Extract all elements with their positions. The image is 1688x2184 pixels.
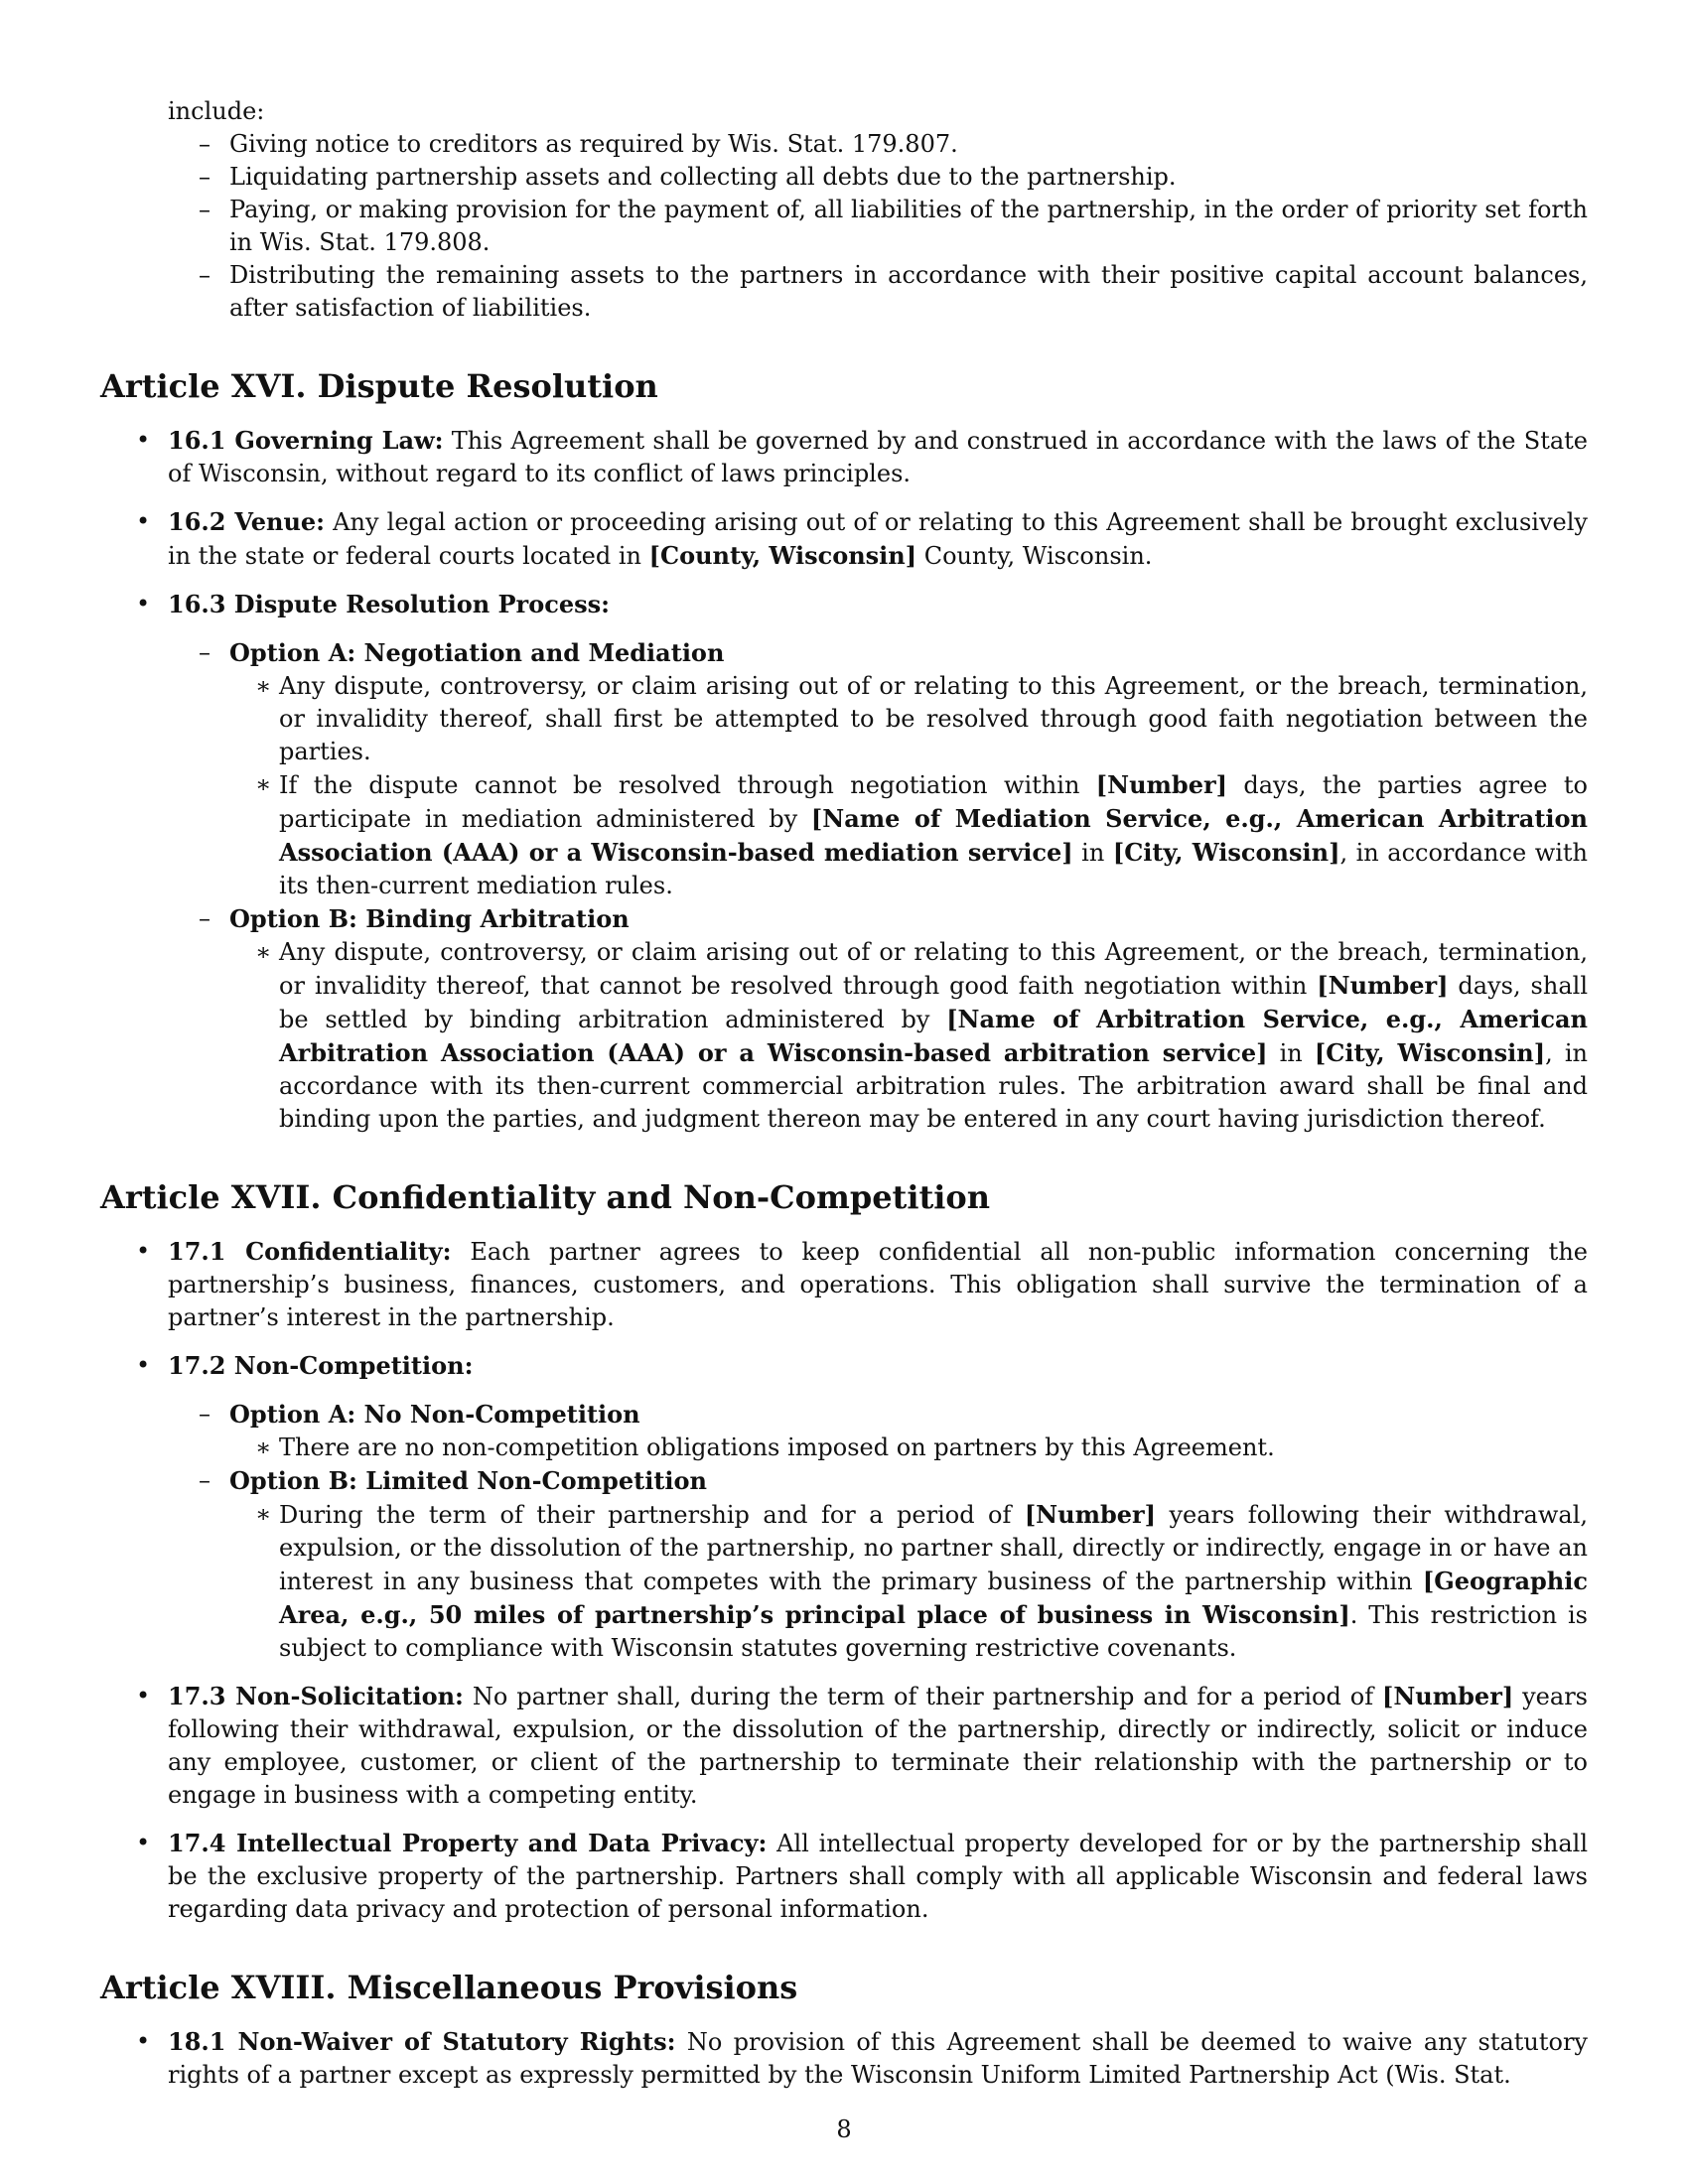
option-label: Option B: Binding Arbitration [229,904,630,933]
section-text: Each partner agrees to keep confidential all non-public information concerning the partnership’s business, finances, customers, and operations. This obligation shall survive the termination of a partner’s interest in the partnership. [168,1238,1588,1331]
list-item [229,768,1588,902]
placeholder-city: [City, Wisconsin] [1314,1038,1546,1067]
placeholder-county: [County, Wisconsin] [648,541,917,570]
section-text: No partner shall, during the term of their partnership and for a period of [463,1683,1383,1710]
winding-up-steps-list [100,128,1588,325]
page-content [100,95,1588,2107]
section-17-4 [100,1827,1588,1926]
dispute-options-list [168,636,1588,1136]
section-text: No provision of this Agreement shall be deemed to waive any statutory rights of a partner except as expressly permitted by the Wisconsin Uniform Limited Partnership Act (Wis. Stat. [168,2028,1588,2089]
text: Any dispute, controversy, or claim arising out of or relating to this Agreement, or the breach, termination, or invalidity thereof, that cannot be resolved through good faith negotiation within [279,938,1588,1000]
section-label: 17.3 Non-Solicitation: [168,1682,464,1710]
option-a-items [229,670,1588,902]
section-label: 18.1 Non-Waiver of Statutory Rights: [168,2027,676,2056]
placeholder-city: [City, Wisconsin] [1112,838,1340,867]
option-b-items [229,1498,1588,1665]
section-text: This Agreement shall be governed by and construed in accordance with the laws of the State of Wisconsin, without regard to its conflict of laws principles. [168,427,1588,487]
text: , in accordance with its then-current commercial arbitration rules. The arbitration award shall be final and binding upon the parties, and judgment thereon may be entered in any court having jurisdiction thereof. [279,1039,1589,1133]
section-17-2 [100,1349,1588,1665]
text: in [1072,839,1113,867]
placeholder-number: [Number] [1317,971,1449,1000]
placeholder-mediation-service: [Name of Mediation Service, e.g., American Arbitration Association (AAA) or a Wisconsin-based mediation service] [279,804,1588,867]
section-16-2 [100,505,1588,573]
non-competition-options-list [168,1398,1588,1665]
article-17-sections [100,1235,1588,1926]
section-text: Any legal action or proceeding arising out of or relating to this Agreement shall be brought exclusively in the state or federal courts located in [168,508,1588,570]
text: days, shall be settled by binding arbitration administered by [279,972,1588,1033]
option-label: Option A: Negotiation and Mediation [229,638,725,667]
list-item [229,936,1588,1136]
text: years following their withdrawal, expulsion, or the dissolution of the partnership, no partner shall, directly or indirectly, engage in or have an interest in any business that competes with the primary business of the partnership within [279,1501,1588,1595]
section-label: 16.1 Governing Law: [168,426,444,455]
text: , in accordance with its then-current mediation rules. [279,839,1589,899]
section-text: years following their withdrawal, expulsion, or the dissolution of the partnership, directly or indirectly, solicit or induce any employee, customer, or client of the partnership to terminate their relationship with the partnership or to engage in business with a competing entity. [168,1683,1588,1809]
article-16-heading: Article XVI. Dispute Resolution [100,367,658,405]
text: in [1267,1039,1315,1067]
option-a-items [229,1432,1588,1464]
list-item [229,1498,1588,1665]
section-label: 17.2 Non-Competition: [168,1351,474,1380]
placeholder-number: [Number] [1024,1500,1157,1529]
text: . This restriction is subject to compliance with Wisconsin statutes governing restrictive covenants. [279,1601,1588,1662]
continuation-intro: include: [168,97,265,125]
section-label: 17.1 Confidentiality: [168,1237,452,1266]
placeholder-number: [Number] [1095,770,1227,799]
option-b [168,1464,1588,1665]
list-item: – Giving notice to creditors as required by Wis. Stat. 179.807. [100,128,1588,161]
placeholder-arbitration-service: [Name of Arbitration Service, e.g., American Arbitration Association (AAA) or a Wisconsin-based arbitration service] [279,1005,1589,1067]
list-item: – Liquidating partnership assets and collecting all debts due to the partnership. [100,161,1588,194]
text: During the term of their partnership and for a period of [279,1501,1025,1529]
section-17-1 [100,1235,1588,1334]
section-text: County, Wisconsin. [916,542,1153,570]
option-a [168,636,1588,902]
placeholder-geographic-area: [Geographic Area, e.g., 50 miles of partnership’s principal place of business in Wisconsin] [279,1567,1588,1629]
section-text: All intellectual property developed for or by the partnership shall be the exclusive property of the partnership. Partners shall comply with all applicable Wisconsin and federal laws regarding data privacy and protection of personal information. [168,1830,1588,1923]
article-17-heading: Article XVII. Confidentiality and Non-Competition [100,1178,991,1216]
page-number: 8 [836,2116,852,2143]
text: days, the parties agree to participate in mediation administered by [279,771,1588,833]
article-16-sections [100,424,1588,1136]
section-18-1 [100,2025,1588,2092]
option-label: Option A: No Non-Competition [229,1400,640,1429]
article-18-heading: Article XVIII. Miscellaneous Provisions [100,1969,798,2006]
list-item: ∗ There are no non-competition obligations imposed on partners by this Agreement. [229,1432,1588,1464]
list-item: ∗ Any dispute, controversy, or claim arising out of or relating to this Agreement, or the breach, termination, or invalidity thereof, shall first be attempted to be resolved through good faith negotiation between the parties. [229,670,1588,768]
placeholder-number: [Number] [1382,1682,1514,1710]
section-17-3 [100,1680,1588,1812]
section-label: 16.2 Venue: [168,507,326,536]
option-b [168,902,1588,1136]
section-16-3 [100,588,1588,1136]
list-item: – Distributing the remaining assets to the partners in accordance with their positive capital account balances, after satisfaction of liabilities. [100,259,1588,325]
list-item: – Paying, or making provision for the payment of, all liabilities of the partnership, in the order of priority set forth in Wis. Stat. 179.808. [100,194,1588,259]
section-16-1 [100,424,1588,490]
text: If the dispute cannot be resolved through negotiation within [279,771,1096,799]
article-18-sections [100,2025,1588,2092]
section-label: 17.4 Intellectual Property and Data Privacy: [168,1829,768,1857]
option-label: Option B: Limited Non-Competition [229,1466,707,1495]
section-label: 16.3 Dispute Resolution Process: [168,590,610,618]
option-a [168,1398,1588,1464]
option-b-items [229,936,1588,1136]
